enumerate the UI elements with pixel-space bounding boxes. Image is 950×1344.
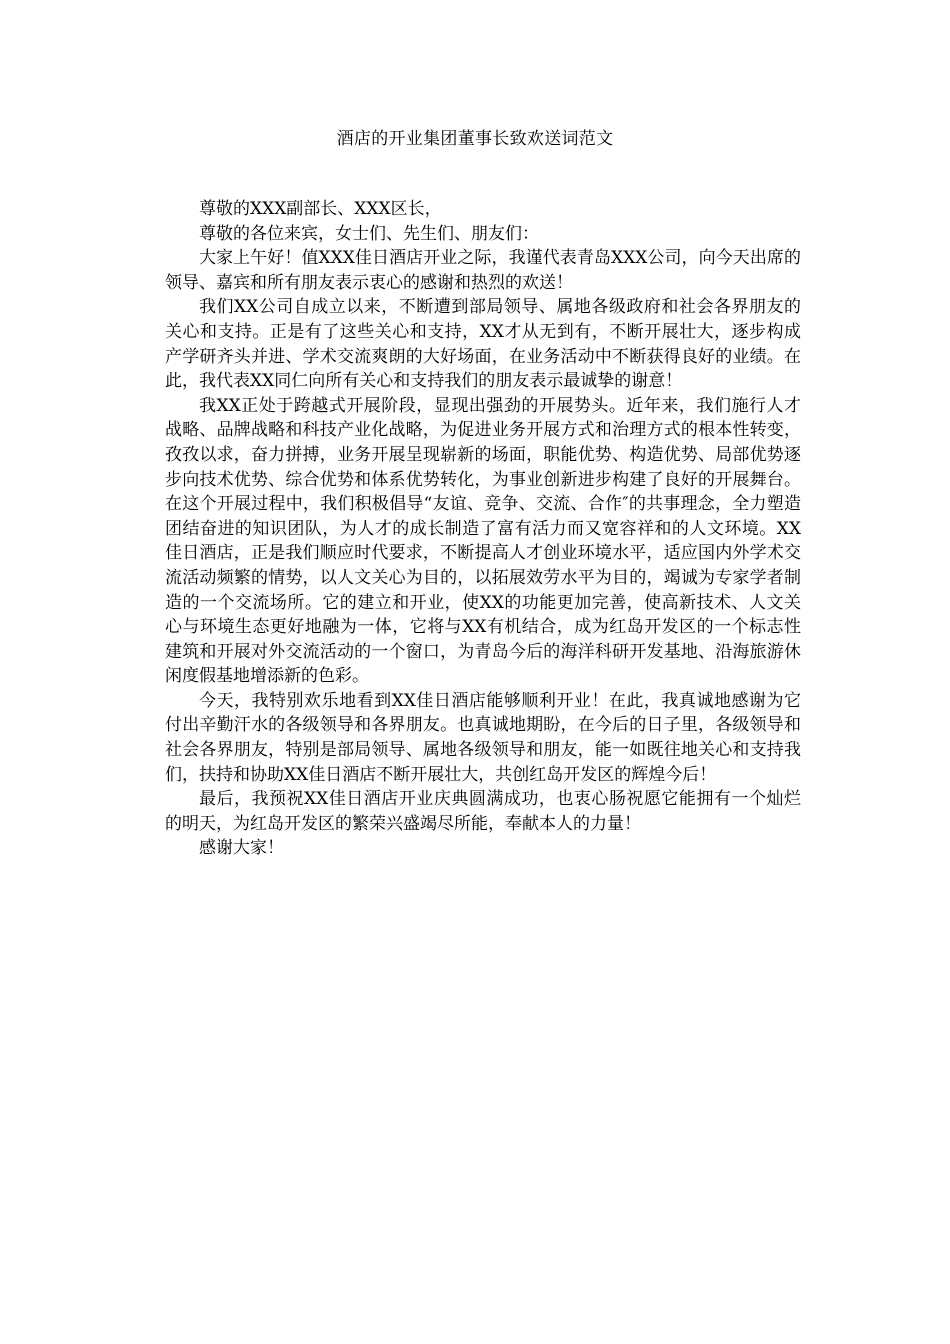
salutation-guests: 尊敬的各位来宾，女士们、先生们、朋友们：: [199, 223, 539, 244]
document-title: 酒店的开业集团董事长致欢送词范文: [336, 129, 614, 149]
document-body: [165, 197, 801, 861]
paragraph-closing-wishes: 最后，我预祝XX佳日酒店开业庆典圆满成功，也衷心肠祝愿它能拥有一个灿烂的明天，为红岛开发区的繁荣兴盛竭尽所能，奉献本人的力量！: [165, 789, 801, 834]
paragraph-opening-thanks: 今天，我特别欢乐地看到XX佳日酒店能够顺利开业！在此，我真诚地感谢为它付出辛勤汗水的各级领导和各界朋友。也真诚地期盼，在今后的日子里，各级领导和社会各界朋友，特别是部局领导、属地各级领导和朋友，能一如既往地关心和支持我们，扶持和协助XX佳日酒店不断开展壮大，共创红岛开发区的辉煌今后！: [165, 690, 801, 785]
salutation-officials: 尊敬的XXX副部长、XXX区长，: [199, 199, 442, 219]
paragraph-company-thanks: 我们XX公司自成立以来，不断遭到部局领导、属地各级政府和社会各界朋友的关心和支持。正是有了这些关心和支持，XX才从无到有，不断开展壮大，逐步构成产学研齐头并进、学术交流爽朗的大好场面，在业务活动中不断获得良好的业绩。在此，我代表XX同仁向所有关心和支持我们的朋友表示最诚挚的谢意！: [165, 297, 801, 392]
paragraph-final-thanks: 感谢大家！: [199, 838, 284, 859]
paragraph-greeting: 大家上午好！值XXX佳日酒店开业之际，我谨代表青岛XXX公司，向今天出席的领导、嘉宾和所有朋友表示衷心的感谢和热烈的欢送！: [165, 248, 801, 293]
paragraph-development: 我XX正处于跨越式开展阶段，显现出强劲的开展势头。近年来，我们施行人才战略、品牌战略和科技产业化战略，为促进业务开展方式和治理方式的根本性转变，孜孜以求，奋力拼搏，业务开展呈现崭新的场面，职能优势、构造优势、局部优势逐步向技术优势、综合优势和体系优势转化，为事业创新进步构建了良好的开展舞台。在这个开展过程中，我们积极倡导“友谊、竞争、交流、合作″的共事理念，全力塑造团结奋进的知识团队，为人才的成长制造了富有活力而又宽容祥和的人文环境。XX佳日酒店，正是我们顺应时代要求，不断提高人才创业环境水平，适应国内外学术交流活动频繁的情势，以人文关心为目的，以拓展效劳水平为目的，竭诚为专家学者制造的一个交流场所。它的建立和开业，使XX的功能更加完善，使高新技术、人文关心与环境生态更好地融为一体，它将与XX有机结合，成为红岛开发区的一个标志性建筑和开展对外交流活动的一个窗口，为青岛今后的海洋科研开发基地、沿海旅游休闲度假基地增添新的色彩。: [165, 395, 801, 687]
